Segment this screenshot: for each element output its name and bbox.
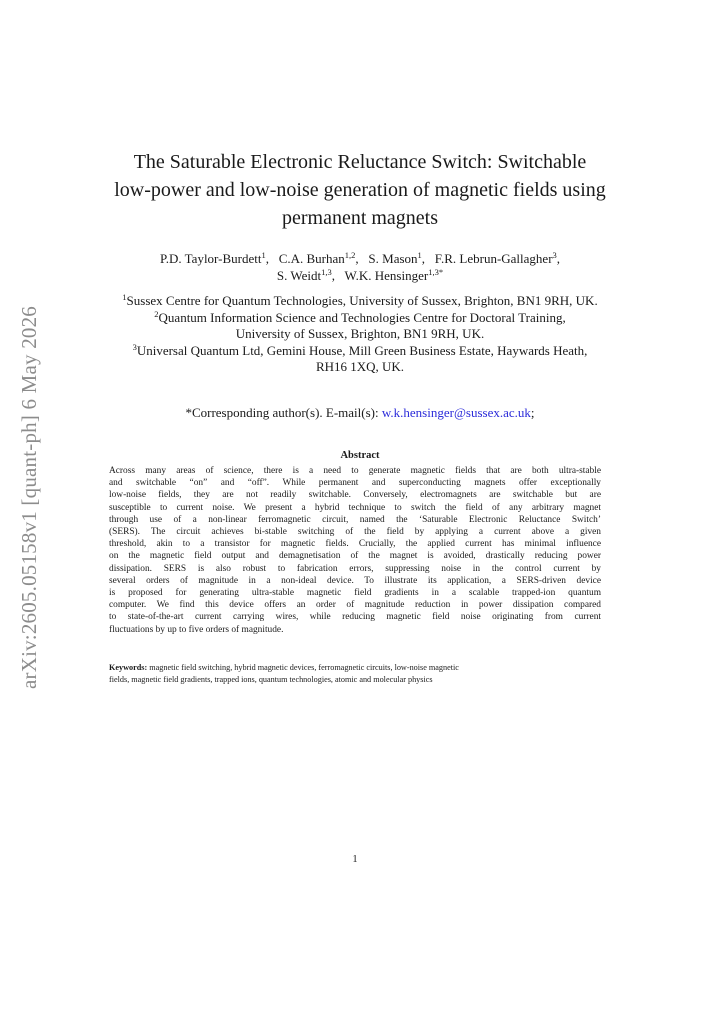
author-affiliation-mark: 1,3* bbox=[428, 267, 444, 277]
affiliation-list bbox=[70, 293, 650, 376]
author-name: C.A. Burhan bbox=[278, 251, 345, 266]
title-line: The Saturable Electronic Reluctance Switch: Switchable bbox=[133, 151, 587, 173]
affiliation-text: Universal Quantum Ltd, Gemini House, Mill Green Business Estate, Haywards Heath, bbox=[136, 342, 588, 358]
abstract-line: to state-of-the-art current carrying wires, while reducing magnetic field noise originating from current bbox=[109, 612, 601, 623]
abstract-line: computer. We find this device offers an order of magnitude reduction in power dissipation compared bbox=[109, 600, 601, 611]
author-list bbox=[90, 250, 630, 284]
affiliation-line: RH16 1XQ, UK. bbox=[315, 359, 405, 374]
abstract-body bbox=[109, 465, 601, 636]
affiliation-text: Quantum Information Science and Technologies Centre for Doctoral Training, bbox=[158, 309, 566, 325]
keywords-text: magnetic field switching, hybrid magnetic devices, ferromagnetic circuits, low-noise magnetic bbox=[147, 663, 459, 672]
abstract-line: several orders of magnitude in a non-ideal device. To illustrate its application, a SERS-driven device bbox=[109, 575, 601, 586]
abstract-line: and switchable “on” and “off”. While permanent and superconducting magnets offer exceptionally bbox=[109, 478, 601, 489]
abstract-line: through use of a non-linear ferromagnetic circuit, named the ‘Saturable Electronic Reluctance Switch’ bbox=[109, 514, 601, 525]
affiliation-text: Sussex Centre for Quantum Technologies, University of Sussex, Brighton, BN1 9RH, UK. bbox=[126, 293, 598, 308]
author-name: F.R. Lebrun-Gallagher bbox=[434, 251, 553, 266]
affiliation-mark: 3 bbox=[132, 341, 137, 352]
affiliation-line bbox=[70, 293, 650, 310]
affiliation-line bbox=[70, 343, 650, 360]
corresponding-suffix: ; bbox=[530, 405, 535, 420]
abstract-line: Across many areas of science, there is a need to generate magnetic fields that are both ultra-stable bbox=[109, 466, 601, 476]
page-number: 1 bbox=[352, 854, 358, 865]
arxiv-identifier-stamp bbox=[0, 287, 60, 707]
corresponding-email-link[interactable]: w.k.hensinger@sussex.ac.uk bbox=[381, 405, 531, 420]
keywords-line bbox=[109, 662, 601, 674]
corresponding-author-line bbox=[90, 404, 630, 421]
author-line: S. Weidt$^{1,3}$, W.K. Hensinger$^{1,3*}$ bbox=[276, 267, 444, 283]
affiliation-line bbox=[70, 310, 650, 327]
keywords-block bbox=[109, 662, 601, 685]
affiliation-mark: 2 bbox=[154, 308, 159, 319]
abstract-line: is proposed for generating ultra-stable magnetic field gradients in a scalable trapped-ion quantum bbox=[109, 588, 601, 599]
abstract-line: threshold, akin to a transistor for magnetic fields. Crucially, the applied current has minimal influence bbox=[109, 539, 601, 550]
arxiv-identifier-text: arXiv:2605.05158v1 [quant-ph] 6 May 2026 bbox=[17, 305, 42, 689]
author-affiliation-mark: 1,3 bbox=[321, 267, 332, 277]
author-affiliation-mark: 1 bbox=[417, 250, 422, 260]
keywords-label: Keywords: bbox=[109, 663, 148, 672]
affiliation-line: University of Sussex, Brighton, BN1 9RH, UK. bbox=[235, 326, 485, 341]
author-name: W.K. Hensinger bbox=[344, 268, 429, 283]
author-name: S. Mason bbox=[368, 251, 418, 266]
abstract-line: (SERS). The circuit achieves bi-stable switching of the field by applying a current above a given bbox=[109, 527, 601, 538]
paper-title bbox=[90, 148, 630, 232]
abstract-line: on the magnetic field output and demagnetisation of the magnet is avoided, drastically reducing power bbox=[109, 551, 601, 562]
abstract-line: fluctuations by up to five orders of magnitude. bbox=[109, 624, 284, 635]
abstract-line: dissipation. SERS is also robust to fabrication errors, suppressing noise in the control current by bbox=[109, 563, 601, 574]
abstract-line: low-noise fields, they are not readily switchable. Conversely, electromagnets are switchable but are bbox=[109, 490, 601, 501]
author-affiliation-mark: 3 bbox=[552, 250, 557, 260]
author-name: P.D. Taylor-Burdett bbox=[159, 251, 262, 266]
author-affiliation-mark: 1,2 bbox=[344, 250, 356, 260]
author-affiliation-mark: 1 bbox=[261, 250, 266, 260]
abstract-heading: Abstract bbox=[340, 450, 380, 461]
corresponding-prefix: *Corresponding author(s). E-mail(s): bbox=[185, 405, 382, 420]
keywords-line: fields, magnetic field gradients, trapped ions, quantum technologies, atomic and molecular physics bbox=[109, 674, 433, 684]
abstract-line: susceptible to current noise. We present a hybrid technique to switch the field of any arbitrary magnet bbox=[109, 502, 601, 513]
author-name: S. Weidt bbox=[276, 268, 322, 283]
author-line: P.D. Taylor-Burdett$^1$, C.A. Burhan$^{1,2}$, S. Mason$^1$, F.R. Lebrun-Gallagher$^3$, bbox=[159, 250, 561, 266]
title-line: low-power and low-noise generation of magnetic fields using bbox=[114, 179, 606, 201]
title-line: permanent magnets bbox=[281, 207, 439, 229]
affiliation-mark: 1 bbox=[122, 292, 127, 302]
